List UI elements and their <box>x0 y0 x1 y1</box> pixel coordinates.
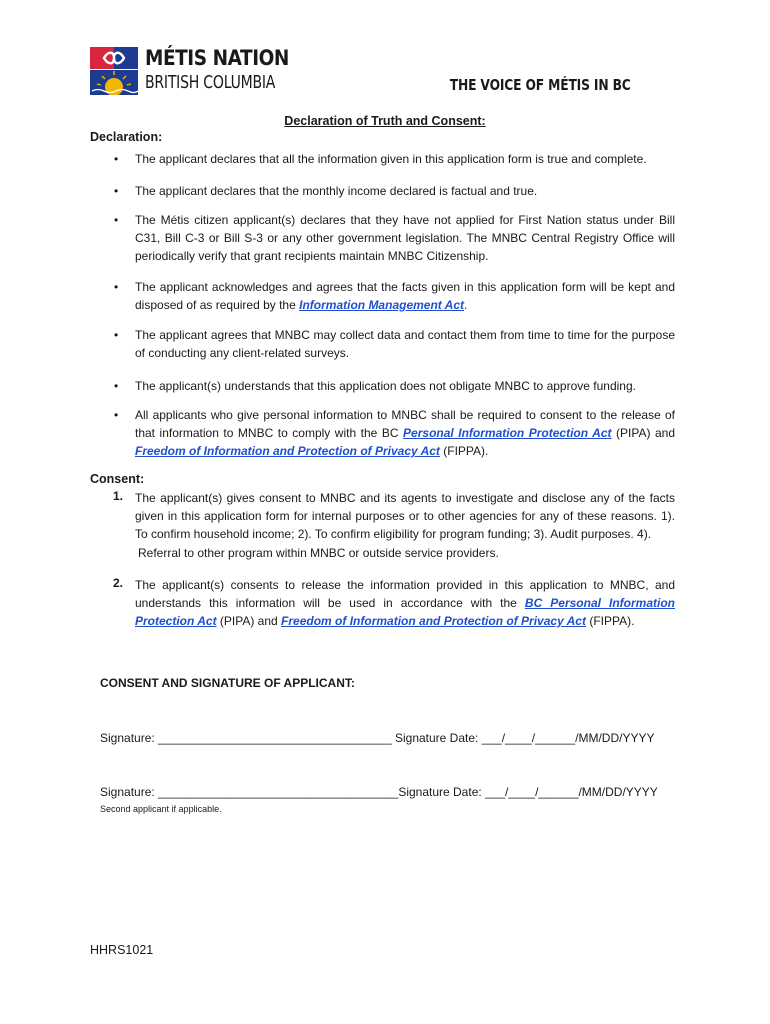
consent-item-continuation: Referral to other program within MNBC or outside service providers. <box>138 546 499 560</box>
consent-item: The applicant(s) consents to release the information provided in this application to MNBC, and understands this information will be used in accordance with the BC Personal Information Protection Act (PIPA) and Freedom of Information and Protection of Privacy Act (FIPPA). <box>135 578 675 628</box>
bullet-marker: • <box>114 379 119 393</box>
metis-nation-bc-logo <box>90 47 140 95</box>
declaration-item: The Métis citizen applicant(s) declares that they have not applied for First Nation status under Bill C31, Bill C-3 or Bill S-3 or any other government legislation. The MNBC Central Registry Office will periodically verify that grant recipients maintain MNBC Citizenship. <box>135 213 675 263</box>
signature-date-label: Signature Date: <box>398 785 486 799</box>
bullet-marker: • <box>114 408 119 422</box>
signature-row-1 <box>100 731 654 745</box>
consent-number: 2. <box>113 576 124 590</box>
declaration-item: The applicant agrees that MNBC may collect data and contact them from time to time for the purpose of conducting any client-related surveys. <box>135 328 675 360</box>
signature-field[interactable]: ___________________________________ <box>158 731 392 745</box>
signature-row-2 <box>100 785 658 799</box>
signature-label: Signature: <box>100 731 159 745</box>
pipa-link[interactable]: Personal Information Protection Act <box>403 426 612 440</box>
bc-pipa-link[interactable]: BC Personal Information Protection Act <box>135 596 675 628</box>
signature-date-field[interactable]: ___/____/______/MM/DD/YYYY <box>485 785 658 799</box>
signature-date-field[interactable]: ___/____/______/MM/DD/YYYY <box>481 731 655 745</box>
bullet-marker: • <box>114 280 119 294</box>
document-title: Declaration of Truth and Consent: <box>284 114 486 128</box>
signature-label: Signature: <box>100 785 159 799</box>
declaration-item: The applicant(s) understands that this application does not obligate MNBC to approve funding. <box>135 379 636 393</box>
information-management-act-link[interactable]: Information Management Act <box>299 298 465 312</box>
bullet-marker: • <box>114 152 119 166</box>
declaration-item: The applicant acknowledges and agrees that the facts given in this application form will be kept and disposed of as required by the Information Management Act. <box>135 280 675 312</box>
fippa-link[interactable]: Freedom of Information and Protection of Privacy Act <box>135 444 440 458</box>
signature-field[interactable]: ____________________________________ <box>158 785 399 799</box>
declaration-item: The applicant declares that the monthly income declared is factual and true. <box>135 184 538 198</box>
bullet-marker: • <box>114 184 119 198</box>
org-name-line1: MÉTIS NATION <box>145 46 289 70</box>
consent-item: The applicant(s) gives consent to MNBC and its agents to investigate and disclose any of the facts given in this application form for internal purposes or to other agencies for any of these reasons. 1). To confirm household income; 2). To confirm eligibility for program funding; 3). Audit purposes. 4). <box>135 491 675 541</box>
consent-number: 1. <box>113 489 124 503</box>
second-applicant-note: Second applicant if applicable. <box>100 804 222 814</box>
bullet-marker: • <box>114 213 119 227</box>
signature-date-label: Signature Date: <box>391 731 482 745</box>
org-name-line2: BRITISH COLUMBIA <box>145 72 276 93</box>
signature-section-heading: CONSENT AND SIGNATURE OF APPLICANT: <box>100 676 355 690</box>
bullet-marker: • <box>114 328 119 342</box>
fippa-link[interactable]: Freedom of Information and Protection of Privacy Act <box>281 614 586 628</box>
declaration-item: All applicants who give personal information to MNBC shall be required to consent to the release of that information to MNBC to comply with the BC Personal Information Protection Act (PIPA) and Freedom of Information and Protection of Privacy Act (FIPPA). <box>135 408 675 458</box>
declaration-label: Declaration: <box>90 130 163 144</box>
consent-label: Consent: <box>90 472 145 486</box>
declaration-item: The applicant declares that all the information given in this application form is true and complete. <box>135 152 647 166</box>
form-code: HHRS1021 <box>90 943 154 957</box>
tagline: THE VOICE OF MÉTIS IN BC <box>450 76 631 94</box>
